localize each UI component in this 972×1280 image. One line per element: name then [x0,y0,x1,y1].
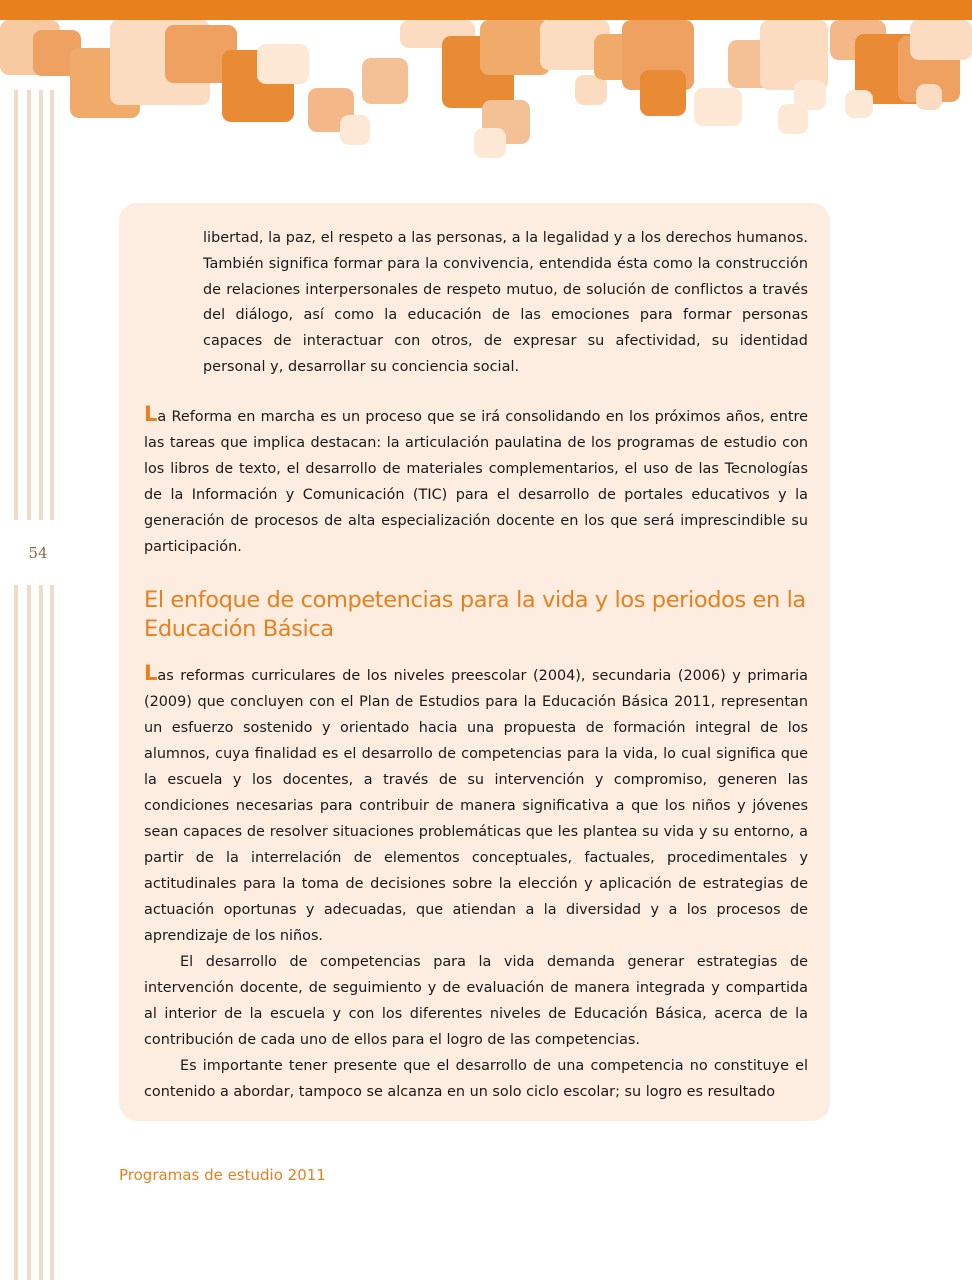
footer-title: Programas de estudio 2011 [119,1166,326,1184]
drop-cap-initial: L [144,661,158,685]
section-heading: El enfoque de competencias para la vida y los periodos en la Educación Básica [144,587,806,642]
decorative-squares-banner [0,20,972,170]
top-orange-bar [0,0,972,20]
paragraph-importante: Es importante tener presente que el desarrollo de una competencia no constituye el contenido a abordar, tampoco se alcanza en un solo ciclo escolar; su logro es resultado [144,1058,808,1100]
drop-cap-initial: L [144,402,158,426]
quoted-text-block: libertad, la paz, el respeto a las personas, a la legalidad y a los derechos humanos. También significa formar para la convivencia, entendida ésta como la construcción de relaciones interpersonales de respeto mutuo, de solución de conflictos a través del diálogo, así como la educación de las emociones para formar personas capaces de interactuar con otros, de expresar su afectividad, su identidad personal y, desarrollar su conciencia social. [203,230,808,375]
paragraph-reforma [144,404,808,560]
paragraph-desarrollo-competencias: El desarrollo de competencias para la vida demanda generar estrategias de intervención docente, de seguimiento y de evaluación de manera integrada y compartida al interior de la escuela y con los diferentes niveles de Educación Básica, acerca de la contribución de cada uno de ellos para el logro de las competencias. [144,954,808,1048]
paragraph-text: as reformas curriculares de los niveles preescolar (2004), secundaria (2006) y primaria (2009) que concluyen con el Plan de Estudios para la Educación Básica 2011, representan un esfuerzo sostenido y orientado hacia una propuesta de formación integral de los alumnos, cuya finalidad es el desarrollo de competencias para la vida, lo cual significa que la escuela y los docentes, a través de su intervención y compromiso, generen las condiciones necesarias para contribuir de manera significativa a que los niños y jóvenes sean capaces de resolver situaciones problemáticas que les plantea su vida y su entorno, a partir de la interrelación de elementos conceptuales, factuales, procedimentales y actitudinales para la toma de decisiones sobre la elección y aplicación de estrategias de actuación oportunas y adecuadas, que atiendan a la diversidad y a los procesos de aprendizaje de los niños. [144,668,808,944]
left-margin-stripes [14,90,62,1280]
page-number: 54 [25,544,51,562]
paragraph-text: a Reforma en marcha es un proceso que se irá consolidando en los próximos años, entre las tareas que implica destacan: la articulación paulatina de los programas de estudio con los libros de texto, el desarrollo de materiales complementarios, el uso de las Tecnologías de la Información y Comunicación (TIC) para el desarrollo de portales educativos y la generación de procesos de alta especialización docente en los que será imprescindible su participación. [144,409,808,555]
paragraph-reformas-curriculares [144,663,808,1105]
